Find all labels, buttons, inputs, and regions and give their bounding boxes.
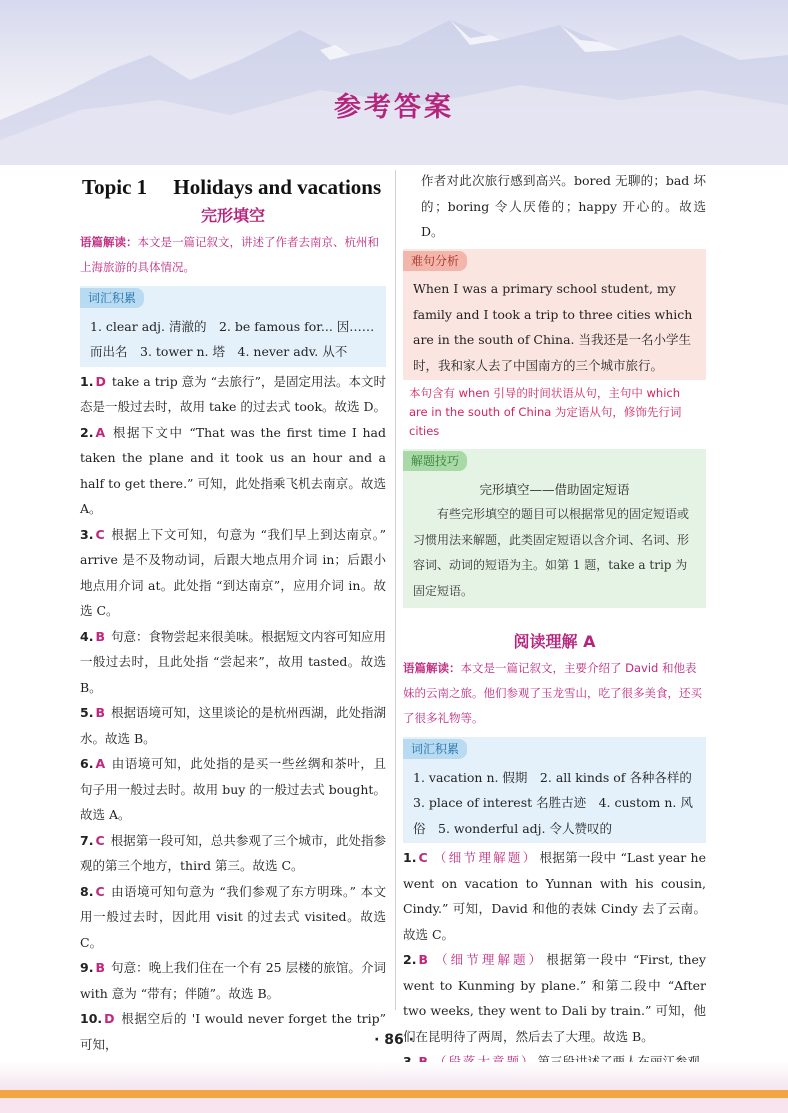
answer-letter: B (95, 628, 105, 644)
reading-vocab-box (403, 737, 706, 843)
right-column (403, 168, 706, 1075)
answer-item (80, 955, 386, 1006)
answer-text: 根据下文中 “That was the first time I had taken the plane and it took us an hour and a half to get there.” 可知，此处指乘飞机去南京。故选 A。 (80, 424, 386, 516)
answer-item (80, 879, 386, 956)
answer-letter: C (95, 526, 105, 542)
reading-intro (403, 656, 706, 731)
answer-letter: B (95, 960, 105, 975)
hard-sentence-text: When I was a primary school student, my family and I took a trip to three cities which are in the south of China. 当我还是一名小学生时，我和家人去了中国南方的三个城市旅行。 (413, 281, 693, 373)
answer-text: 句意：食物尝起来很美味。根据短文内容可知应用一般过去时，且此处指 “尝起来”，故用 tasted。故选 B。 (80, 628, 386, 695)
footer-band (0, 1098, 788, 1113)
answer-number: 4. (80, 628, 94, 644)
cloze-vocab-box (80, 286, 386, 367)
answer-number: 2. (80, 424, 94, 440)
answer-number: 2. (403, 952, 417, 967)
vocab-tag: 词汇积累 (403, 739, 467, 759)
answer-text: 句意：晚上我们住在一个有 25 层楼的旅馆。介词 with 意为 “带有；伴随”。故选 B。 (80, 960, 386, 1001)
page-number: · 86 · (374, 1032, 414, 1048)
cloze-intro (80, 230, 386, 280)
reading-section-title: 阅读理解 A (513, 632, 596, 651)
answer-number: 1. (403, 850, 417, 865)
cloze-section-title: 完形填空 (200, 206, 265, 225)
answer-item (403, 845, 706, 947)
answer-text: 由语境可知，此处指的是买一些丝绸和茶叶，且句子用一般过去时。故用 buy 的一般过去式 bought。故选 A。 (80, 756, 386, 822)
tip-text: 有些完形填空的题目可以根据常见的固定短语或习惯用法来解题，此类固定短语以含介词、名词、形容词、动词的短语为主。如第 1 题，take a trip 为固定短语。 (413, 507, 690, 598)
footer-stripe (0, 1090, 788, 1098)
mountain-illustration (0, 0, 788, 165)
answer-text: take a trip 意为 “去旅行”，是固定用法。本文时态是一般过去时，故用 take 的过去式 took。故选 D。 (80, 373, 387, 414)
question-type-tag: （细节理解题） (433, 850, 538, 865)
answer-number: 3. (80, 526, 94, 542)
answer-text: 根据第一段可知，总共参观了三个城市，此处指参观的第三个地方，third 第三。故选 C。 (80, 832, 386, 873)
page-title: 参考答案 (334, 92, 454, 123)
answer-letter: C (418, 850, 428, 865)
intro-text: 本文是一篇记叙文，主要介绍了 David 和他表妹的云南之旅。他们参观了玉龙雪山，吃了很多美食，还买了很多礼物等。 (403, 661, 702, 725)
vocab-text: 1. vacation n. 假期 2. all kinds of 各种各样的 3. place of interest 名胜古迹 4. custom n. 风俗 5. wonderful adj. 令人赞叹的 (413, 769, 705, 836)
answer-letter: B (418, 952, 428, 967)
answer-letter: D (95, 373, 106, 389)
tip-title: 完形填空——借助固定短语 (479, 481, 630, 497)
vocab-text: 1. clear adj. 清澈的 2. be famous for... 因……而出名 3. tower n. 塔 4. never adv. 从不 (90, 318, 375, 359)
answer-letter: C (95, 883, 105, 899)
answer-item (80, 522, 386, 624)
answer-number: 1. (80, 373, 94, 389)
vocab-tag: 词汇积累 (80, 288, 144, 308)
answer-text: 由语境可知句意为 “我们参观了东方明珠。” 本文用一般过去时，因此用 visit 的过去式 visited。故选 C。 (80, 883, 386, 950)
answer-number: 8. (80, 883, 94, 899)
answer-continuation: 作者对此次旅行感到高兴。bored 无聊的；bad 坏的；boring 令人厌倦的；happy 开心的。故选 D。 (421, 173, 706, 239)
answer-item (80, 369, 386, 420)
answer-text: 根据语境可知，这里谈论的是杭州西湖，此处指湖水。故选 B。 (80, 705, 386, 746)
answer-letter: B (95, 705, 105, 720)
answer-number: 7. (80, 832, 94, 848)
column-divider (395, 170, 396, 1010)
hard-sentence-box (403, 249, 706, 381)
answer-text: 根据第一段中 “Last year he went on vacation to Yunnan with his cousin, Cindy.” 可知，David 和他的表妹 Cindy 去了云南。故选 C。 (403, 850, 706, 942)
intro-text: 本文是一篇记叙文，讲述了作者去南京、杭州和上海旅游的具体情况。 (80, 235, 379, 274)
answer-number: 10. (80, 1011, 103, 1026)
answer-item (80, 624, 386, 701)
answer-letter: A (95, 756, 106, 771)
answer-item (80, 828, 386, 879)
hard-sentence-tag: 难句分析 (403, 251, 467, 271)
answer-number: 6. (80, 756, 94, 771)
answer-item (80, 751, 386, 828)
intro-label: 语篇解读： (403, 661, 461, 675)
answer-text: 根据空后的 'I would never forget the trip” 可知， (80, 1011, 386, 1052)
header-banner (0, 0, 788, 165)
answer-item (80, 700, 386, 751)
cloze-answers (80, 369, 386, 1058)
answer-item (80, 420, 386, 522)
answer-letter: A (95, 424, 106, 440)
tip-tag: 解题技巧 (403, 451, 467, 471)
tip-box (403, 449, 706, 608)
answer-text: 根据第一段中 “First, they went to Kunming by plane.” 和第二段中 “After two weeks, they went to Dali by train.” 可知，他们在昆明待了两周，然后去了大理。故选 B。 (403, 952, 706, 1044)
answer-letter: C (95, 832, 105, 848)
hard-sentence-note: 本句含有 when 引导的时间状语从句，主句中 which are in the south of China 为定语从句，修饰先行词 cities (409, 386, 682, 438)
answer-text: 根据上下文可知，句意为 “我们早上到达南京。” arrive 是不及物动词，后跟大地点用介词 in；后跟小地点用介词 at。此处指 “到达南京”，应用介词 in。故选 C。 (80, 526, 386, 618)
left-column (80, 168, 386, 1057)
answer-number: 5. (80, 705, 94, 720)
answer-letter: D (104, 1011, 115, 1026)
answer-number: 9. (80, 960, 94, 975)
question-type-tag: （细节理解题） (433, 952, 545, 967)
intro-label: 语篇解读： (80, 235, 138, 249)
topic-heading: Topic 1 Holidays and vacations (82, 175, 382, 199)
